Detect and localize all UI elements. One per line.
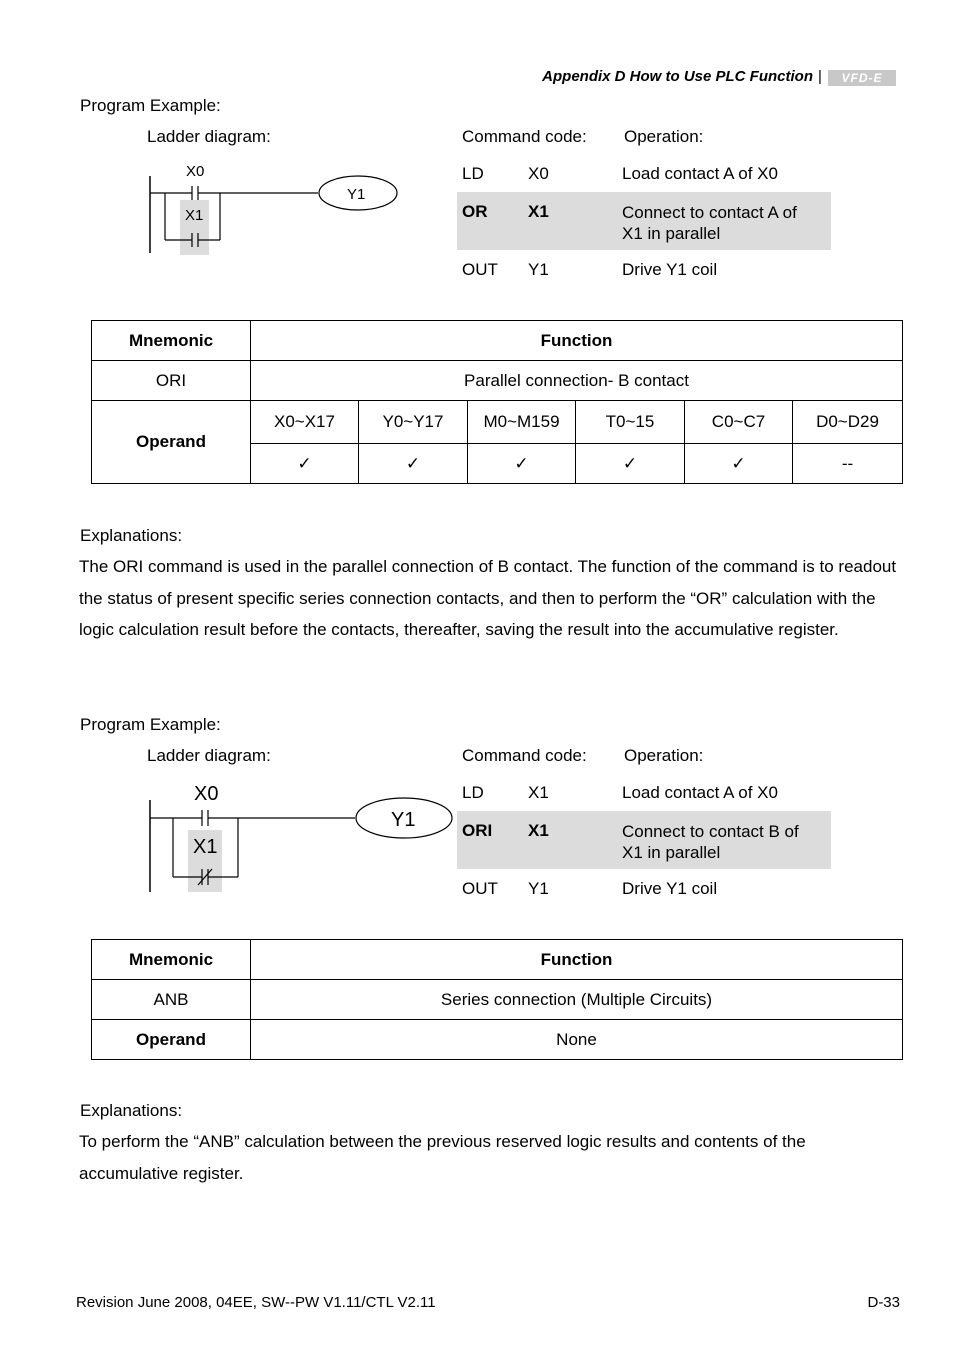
header-title: Appendix D How to Use PLC Function xyxy=(542,68,813,85)
explanations-title: Explanations: xyxy=(80,1101,183,1120)
function-header: Function xyxy=(251,321,903,361)
operation-label: Operation: xyxy=(624,746,704,765)
cmd: OR xyxy=(457,192,523,250)
program-example-label: Program Example: xyxy=(80,715,221,734)
cmd: OUT xyxy=(462,879,498,898)
function-value: Parallel connection- B contact xyxy=(251,361,903,401)
y1-label: Y1 xyxy=(391,809,416,831)
command-row xyxy=(457,250,831,290)
operation-line: X1 in parallel xyxy=(622,224,721,243)
function-header: Function xyxy=(251,940,903,980)
ladder-diagram-or xyxy=(140,158,405,258)
operand-range: T0~15 xyxy=(576,401,685,444)
operation: Drive Y1 coil xyxy=(622,879,718,898)
function-value: Series connection (Multiple Circuits) xyxy=(251,980,903,1020)
operation-line: Connect to contact A of xyxy=(622,203,797,222)
operation-line: Connect to contact B of xyxy=(622,822,799,841)
operation-label: Operation: xyxy=(624,127,704,146)
check-mark: ✓ xyxy=(359,444,468,484)
cmd: ORI xyxy=(457,811,523,869)
command-table-2 xyxy=(457,783,831,909)
operation: Load contact A of X0 xyxy=(622,783,778,802)
ladder-diagram-label: Ladder diagram: xyxy=(147,127,271,146)
check-mark: ✓ xyxy=(468,444,576,484)
footer-revision: Revision June 2008, 04EE, SW--PW V1.11/CTL V2.11 xyxy=(76,1294,436,1311)
operand: X1 xyxy=(523,192,617,250)
y1-label: Y1 xyxy=(347,186,366,203)
command-row xyxy=(457,164,831,192)
operand-range: M0~M159 xyxy=(468,401,576,444)
operation: Load contact A of X0 xyxy=(622,164,778,183)
operation xyxy=(617,811,831,869)
page-number: D-33 xyxy=(867,1294,900,1311)
mnemonic-value: ANB xyxy=(92,980,251,1020)
operand-range: C0~C7 xyxy=(685,401,793,444)
operand-range: D0~D29 xyxy=(793,401,903,444)
not-applicable-mark: -- xyxy=(793,444,903,484)
mnemonic-header: Mnemonic xyxy=(92,940,251,980)
x1-label: X1 xyxy=(193,836,218,858)
operand: X1 xyxy=(528,783,549,802)
command-table-1 xyxy=(457,164,831,290)
command-row-highlighted xyxy=(457,192,831,250)
operand: X1 xyxy=(523,811,617,869)
ori-instruction-table xyxy=(91,320,903,484)
check-mark: ✓ xyxy=(685,444,793,484)
mnemonic-value: ORI xyxy=(92,361,251,401)
cmd: LD xyxy=(462,164,484,183)
header-separator: | xyxy=(818,68,822,85)
operand: Y1 xyxy=(528,879,549,898)
x1-label: X1 xyxy=(185,207,204,224)
command-row-highlighted xyxy=(457,811,831,869)
operation: Drive Y1 coil xyxy=(622,260,718,279)
x0-label: X0 xyxy=(194,783,219,805)
command-code-label: Command code: xyxy=(462,127,587,146)
operand-value: None xyxy=(251,1020,903,1060)
check-mark: ✓ xyxy=(576,444,685,484)
cmd: OUT xyxy=(462,260,498,279)
vfd-e-logo: VFD-E xyxy=(828,70,896,86)
ladder-diagram-ori xyxy=(140,778,460,898)
operand-range: X0~X17 xyxy=(251,401,359,444)
program-example-label: Program Example: xyxy=(80,96,221,115)
operand-range: Y0~Y17 xyxy=(359,401,468,444)
operation xyxy=(617,192,831,250)
operand: Y1 xyxy=(528,260,549,279)
operand-label: Operand xyxy=(92,1020,251,1060)
command-row xyxy=(457,869,831,909)
operation-line: X1 in parallel xyxy=(622,843,721,862)
command-code-label: Command code: xyxy=(462,746,587,765)
command-row xyxy=(457,783,831,811)
explanation-text: To perform the “ANB” calculation between the previous reserved logic results and contents of the accumulative register. xyxy=(79,1132,806,1183)
check-mark: ✓ xyxy=(251,444,359,484)
anb-instruction-table xyxy=(91,939,903,1060)
operand-label: Operand xyxy=(92,401,251,484)
operand: X0 xyxy=(528,164,549,183)
mnemonic-header: Mnemonic xyxy=(92,321,251,361)
cmd: LD xyxy=(462,783,484,802)
explanation-text: The ORI command is used in the parallel connection of B contact. The function of the command is to readout the status of present specific series connection contacts, and then to perform the “OR” calculation with the logic calculation result before the contacts, thereafter, saving the result into the accumulative register. xyxy=(79,557,897,639)
ladder-diagram-label: Ladder diagram: xyxy=(147,746,271,765)
x0-label: X0 xyxy=(186,163,205,180)
explanations-title: Explanations: xyxy=(80,526,183,545)
